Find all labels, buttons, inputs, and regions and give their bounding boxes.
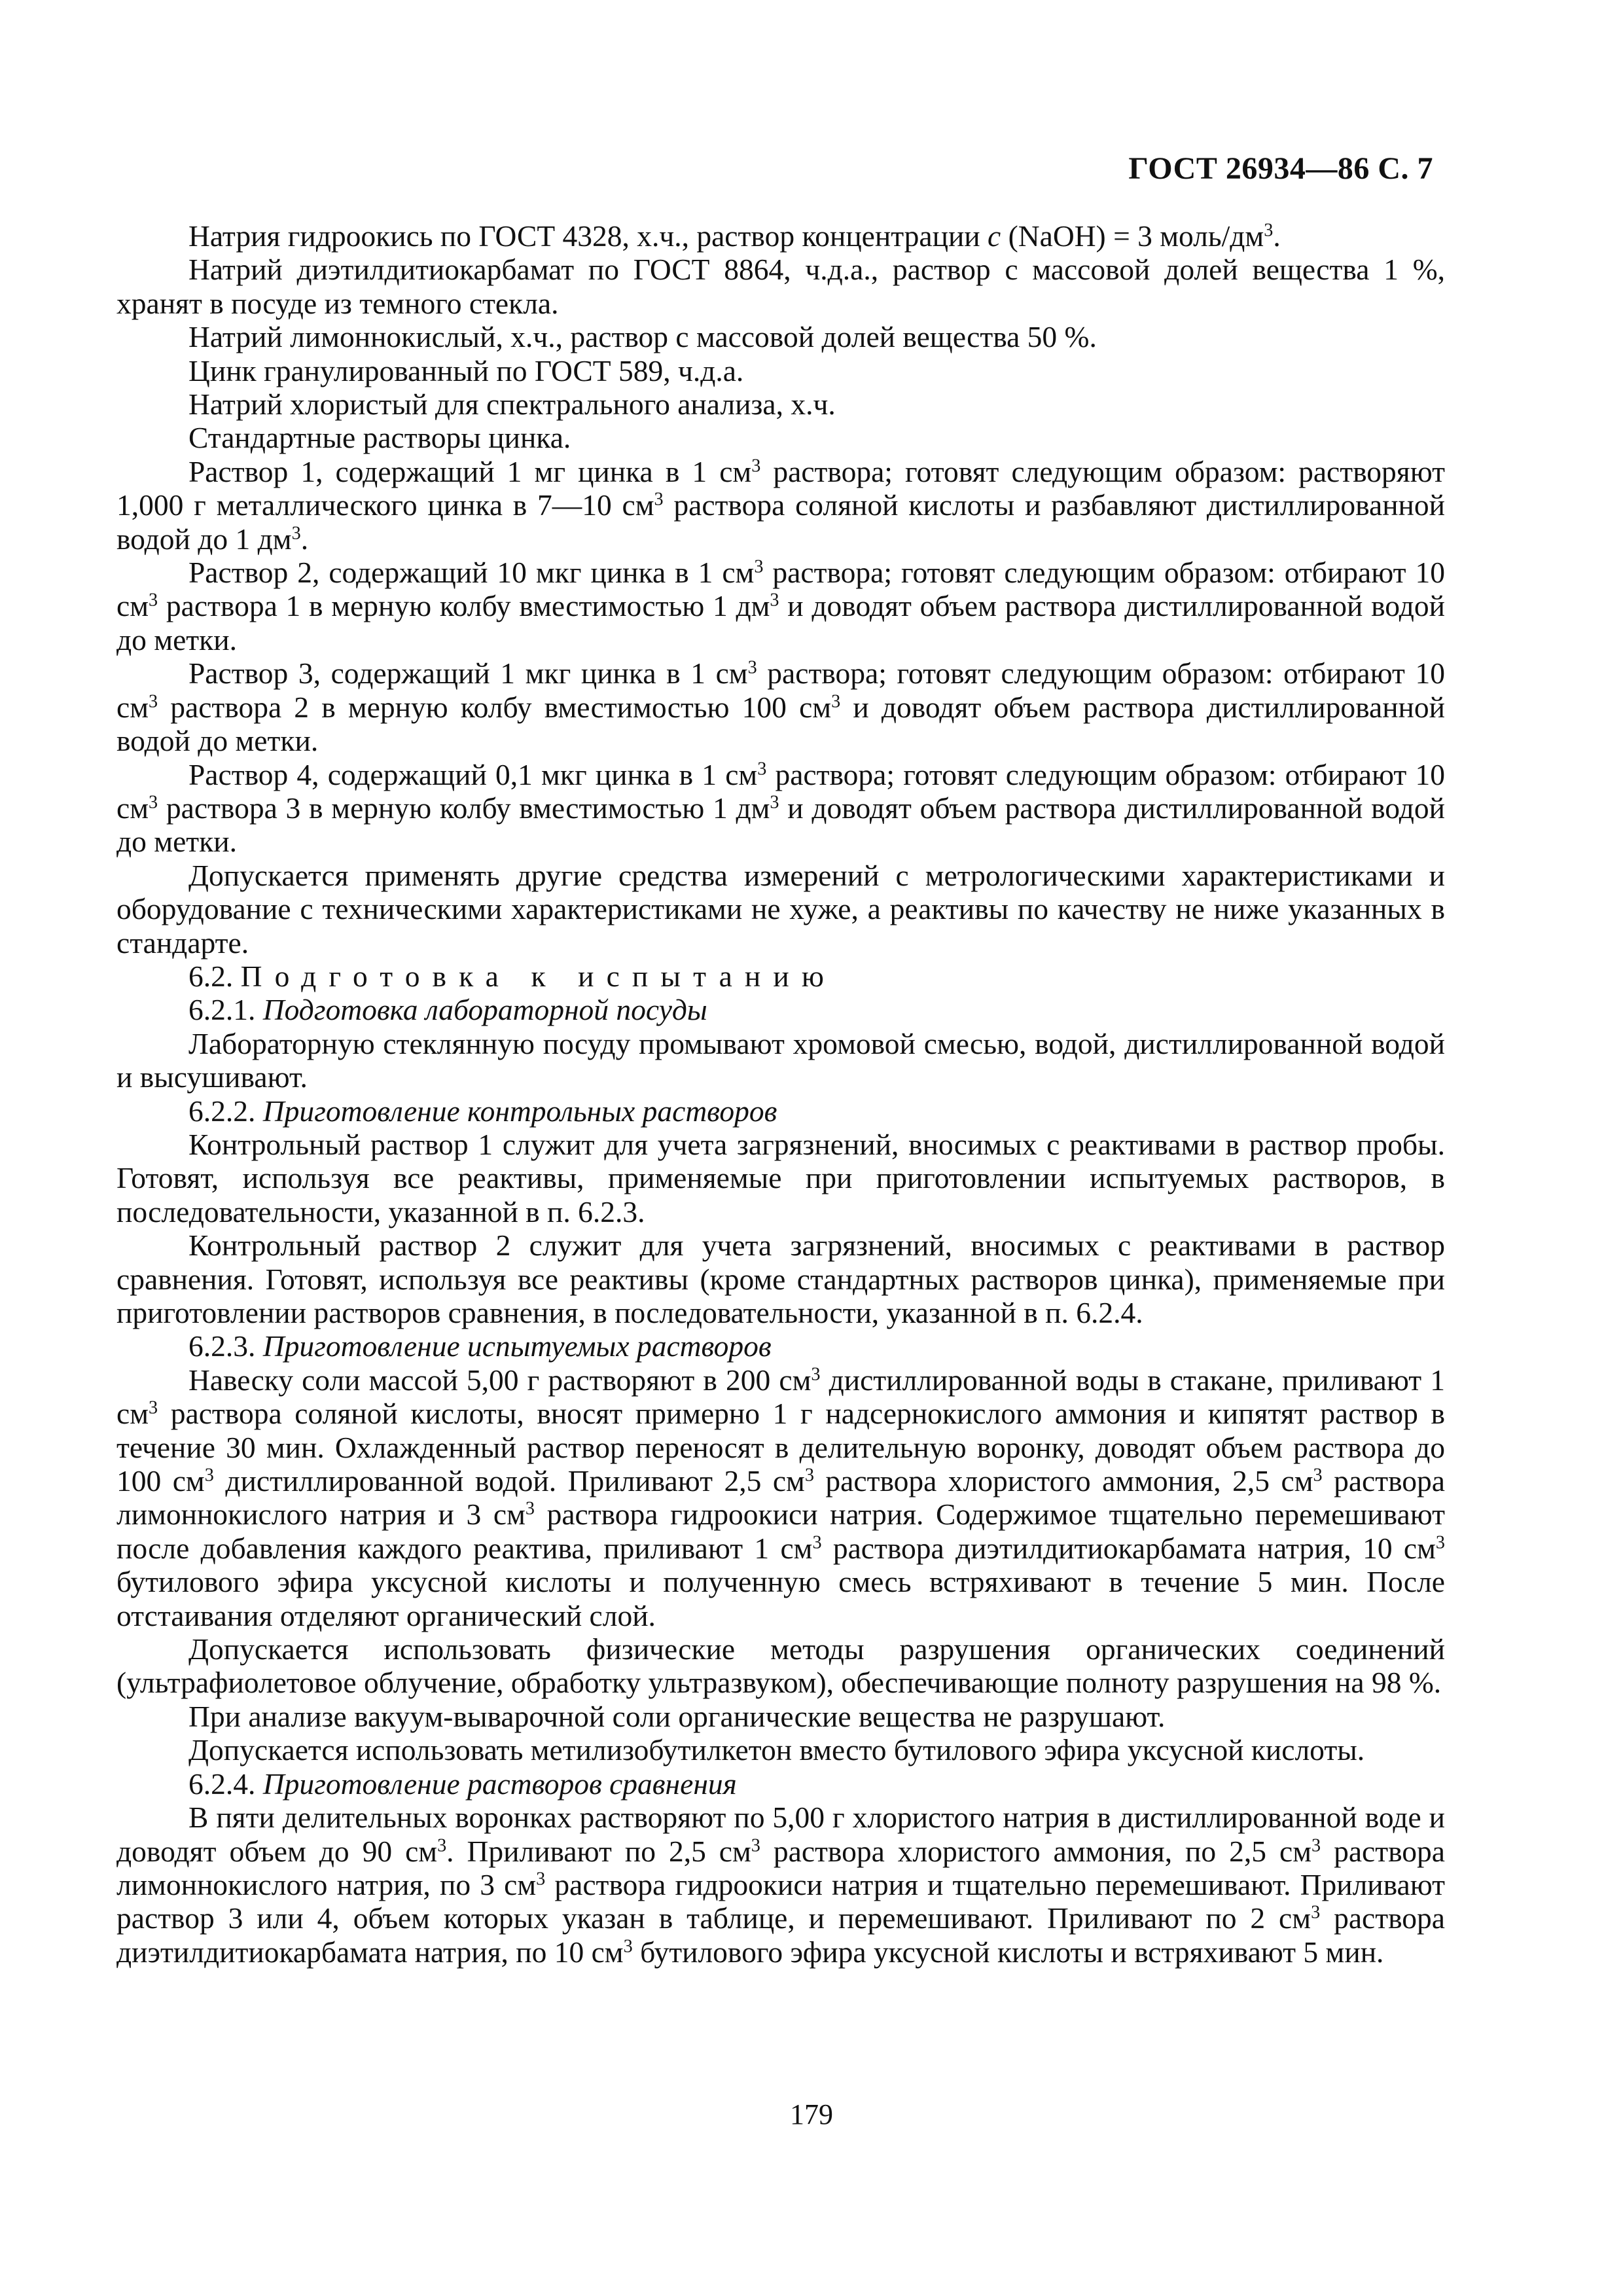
paragraph: Натрий хлористый для спектрального анализа, х.ч. <box>188 387 836 422</box>
paragraph: Допускается использовать физические методы разрушения органических соединений (ультрафиолетовое облучение, обработку ультразвуком), обеспечивающие полноту разрушения на 98 %. <box>116 1632 1445 1700</box>
paragraph: Раствор 3, содержащий 1 мкг цинка в 1 $см^3$ раствора; готовят следующим образом: отбирают 10 $см^3$ раствора 2 в мерную колбу вместимостью 100 $см^3$ и доводят объем раствора дистиллированной водой до метки. <box>116 656 1445 758</box>
paragraph: Допускается использовать метилизобутилкетон вместо бутилового эфира уксусной кислоты. <box>188 1733 1365 1767</box>
subsection-heading: 6.2.2. Приготовление контрольных растворов <box>188 1094 777 1128</box>
section-heading: 6.2. Подготовка к испытанию <box>188 959 836 993</box>
subsection-heading: 6.2.1. Подготовка лабораторной посуды <box>188 993 707 1027</box>
subsection-heading: 6.2.4. Приготовление растворов сравнения <box>188 1767 737 1801</box>
paragraph: Раствор 2, содержащий 10 мкг цинка в 1 $см^3$ раствора; готовят следующим образом: отбирают 10 $см^3$ раствора 1 в мерную колбу вместимостью 1 $дм^3$ и доводят объем раствора дистиллированной водой до метки. <box>116 556 1445 656</box>
paragraph: Лабораторную стеклянную посуду промывают хромовой смесью, водой, дистиллированной водой и высушивают. <box>116 1026 1445 1094</box>
paragraph: При анализе вакуум-выварочной соли органические вещества не разрушают. <box>188 1699 1166 1733</box>
paragraph: Контрольный раствор 1 служит для учета загрязнений, вносимых с реактивами в раствор пробы. Готовят, используя все реактивы, применяемые при приготовлении испытуемых растворов, в последовательности, указанной в п. 6.2.3. <box>116 1127 1445 1229</box>
paragraph: Навеску соли массой 5,00 г растворяют в 200 $см^3$ дистиллированной воды в стакане, приливают 1 $см^3$ раствора соляной кислоты, вносят примерно 1 г надсернокислого аммония и кипятят раствор в течение 30 мин. Охлажденный раствор переносят в делительную воронку, доводят объем раствора до 100 $см^3$ дистиллированной водой. Приливают 2,5 $см^3$ раствора хлористого аммония, 2,5 $см^3$ раствора лимоннокислого натрия и 3 $см^3$ раствора гидроокиси натрия. Содержимое тщательно перемешивают после добавления каждого реактива, приливают 1 $см^3$ раствора диэтилдитиокарбамата натрия, 10 $см^3$ бутилового эфира уксусной кислоты и полученную смесь встряхивают в течение 5 мин. После отстаивания отделяют органический слой. <box>116 1363 1446 1632</box>
paragraph: Натрия гидроокись по ГОСТ 4328, х.ч., раствор концентрации c (NaOH) = 3 моль/$дм^3$. <box>188 219 1281 253</box>
paragraph: Стандартные растворы цинка. <box>188 421 571 455</box>
paragraph: Цинк гранулированный по ГОСТ 589, ч.д.а. <box>188 353 744 387</box>
paragraph: Допускается применять другие средства измерений с метрологическими характеристиками и оборудование с техническими характеристиками не хуже, а реактивы по качеству не ниже указанных в стандарте. <box>116 858 1445 960</box>
subsection-heading: 6.2.3. Приготовление испытуемых растворов <box>188 1329 772 1363</box>
paragraph: Раствор 4, содержащий 0,1 мкг цинка в 1 $см^3$ раствора; готовят следующим образом: отбирают 10 $см^3$ раствора 3 в мерную колбу вместимостью 1 $дм^3$ и доводят объем раствора дистиллированной водой до метки. <box>116 757 1445 859</box>
paragraph: Натрий диэтилдитиокарбамат по ГОСТ 8864, ч.д.а., раствор с массовой долей вещества 1 %, хранят в посуде из темного стекла. <box>116 253 1445 320</box>
document-body <box>116 219 1445 1969</box>
paragraph: Контрольный раствор 2 служит для учета загрязнений, вносимых с реактивами в раствор сравнения. Готовят, используя все реактивы (кроме стандартных растворов цинка), применяемые при приготовлении растворов сравнения, в последовательности, указанной в п. 6.2.4. <box>116 1229 1445 1329</box>
page-number: 179 <box>790 2098 833 2130</box>
paragraph: В пяти делительных воронках растворяют по 5,00 г хлористого натрия в дистиллированной воде и доводят объем до 90 $см^3$. Приливают по 2,5 $см^3$ раствора хлористого аммония, по 2,5 $см^3$ раствора лимоннокислого натрия, по 3 $см^3$ раствора гидроокиси натрия и тщательно перемешивают. Приливают раствор 3 или 4, объем которых указан в таблице, и перемешивают. Приливают по 2 $см^3$ раствора диэтилдитиокарбамата натрия, по 10 $см^3$ бутилового эфира уксусной кислоты и встряхивают 5 мин. <box>116 1801 1445 1969</box>
paragraph: Натрий лимоннокислый, х.ч., раствор с массовой долей вещества 50 %. <box>188 320 1097 354</box>
page-header: ГОСТ 26934—86 С. 7 <box>1128 151 1433 186</box>
paragraph: Раствор 1, содержащий 1 мг цинка в 1 $см^3$ раствора; готовят следующим образом: растворяют 1,000 г металлического цинка в 7—10 $см^3$ раствора соляной кислоты и разбавляют дистиллированной водой до 1 $дм^3$. <box>116 454 1446 556</box>
